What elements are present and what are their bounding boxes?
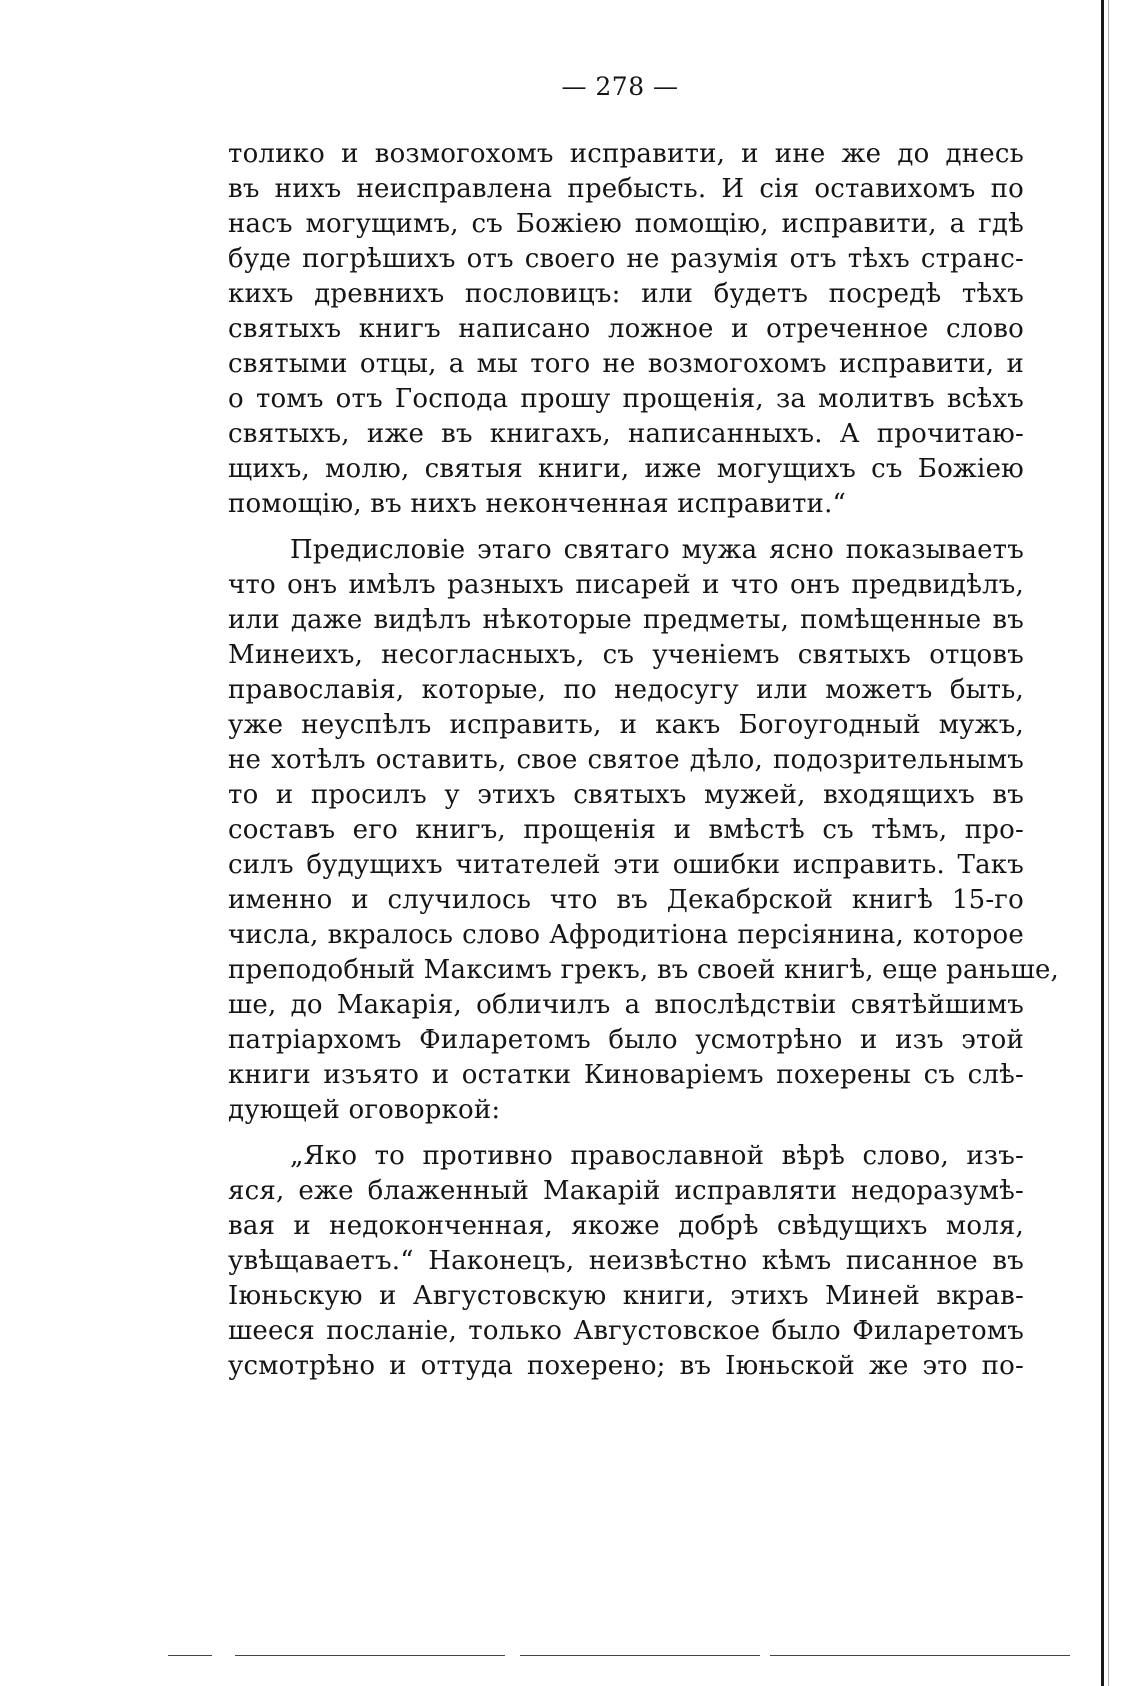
text-line: кихъ древнихъ пословицъ: или будетъ посредѣ тѣхъ: [228, 279, 1024, 309]
text-line: именно и случилось что въ Декабрской книгѣ 15-го: [228, 885, 1024, 915]
text-line: Іюньскую и Августовскую книги, этихъ Миней вкрав-: [228, 1281, 1024, 1311]
text-line: что онъ имѣлъ разныхъ писарей и что онъ предвидѣлъ,: [228, 570, 1024, 600]
text-line: святыхъ книгъ написано ложное и отреченное слово: [228, 314, 1024, 344]
text-line: буде погрѣшихъ отъ своего не разумія отъ тѣхъ странс-: [228, 244, 1024, 274]
text-line: патріархомъ Филаретомъ было усмотрѣно и изъ этой: [228, 1025, 1024, 1055]
text-line: дующей оговоркой:: [228, 1095, 501, 1125]
text-line: книги изъято и остатки Киноваріемъ похерены съ слѣ-: [228, 1060, 1024, 1090]
paragraph-first-line: „Яко то противно православной вѣрѣ слово, изъ-: [290, 1141, 1024, 1171]
page-edge-shadow: [1108, 0, 1109, 1686]
text-line: Минеихъ, несогласныхъ, съ ученіемъ святыхъ отцовъ: [228, 640, 1024, 670]
text-line: ше, до Макарія, обличилъ а впослѣдствіи святѣйшимъ: [228, 990, 1024, 1020]
page-number: — 278 —: [561, 72, 679, 101]
text-line: числа, вкралось слово Афродитіона персіянина, которое: [228, 920, 1024, 950]
text-line: вая и недоконченная, якоже добрѣ свѣдущихъ моля,: [228, 1211, 1024, 1241]
text-line: яся, еже блаженный Макарій исправляти недоразумѣ-: [228, 1176, 1024, 1206]
bottom-rule: [168, 1655, 212, 1656]
text-line: преподобный Максимъ грекъ, въ своей книгѣ, еще раньше,: [228, 955, 1060, 985]
text-line: не хотѣлъ оставить, свое святое дѣло, подозрительнымъ: [228, 745, 1024, 775]
text-line: увѣщаваетъ.“ Наконецъ, неизвѣстно кѣмъ писанное въ: [228, 1246, 1024, 1276]
text-line: въ нихъ неисправлена пребысть. И сія оставихомъ по: [228, 174, 1024, 204]
text-line: силъ будущихъ читателей эти ошибки исправить. Такъ: [228, 850, 1024, 880]
text-line: святыми отцы, а мы того не возмогохомъ исправити, и: [228, 349, 1024, 379]
bottom-rule: [770, 1655, 1070, 1656]
text-line: шееся посланіе, только Августовское было Филаретомъ: [228, 1316, 1024, 1346]
bottom-rule: [235, 1655, 505, 1656]
text-line: уже неуспѣлъ исправить, и какъ Богоугодный мужъ,: [228, 710, 1024, 740]
text-line: помощію, въ нихъ неконченная исправити.“: [228, 489, 847, 519]
text-line: то и просилъ у этихъ святыхъ мужей, входящихъ въ: [228, 780, 1024, 810]
text-line: святыхъ, иже въ книгахъ, написанныхъ. А прочитаю-: [228, 419, 1024, 449]
text-line: о томъ отъ Господа прошу прощенія, за молитвъ всѣхъ: [228, 384, 1024, 414]
text-line: насъ могущимъ, съ Божіею помощію, исправити, а гдѣ: [228, 209, 1024, 239]
text-line: или даже видѣлъ нѣкоторые предметы, помѣщенные въ: [228, 605, 1024, 635]
bottom-rule: [520, 1655, 760, 1656]
text-line: толико и возмогохомъ исправити, и ине же до днесь: [228, 139, 1024, 169]
paragraph-first-line: Предисловіе этаго святаго мужа ясно показываетъ: [290, 535, 1024, 565]
text-line: православія, которые, по недосугу или можетъ быть,: [228, 675, 1024, 705]
page-edge-line: [1101, 0, 1104, 1686]
text-line: составъ его книгъ, прощенія и вмѣстѣ съ тѣмъ, про-: [228, 815, 1024, 845]
text-line: щихъ, молю, святыя книги, иже могущихъ съ Божіею: [228, 454, 1024, 484]
text-line: усмотрѣно и оттуда похерено; въ Іюньской же это по-: [228, 1351, 1024, 1381]
